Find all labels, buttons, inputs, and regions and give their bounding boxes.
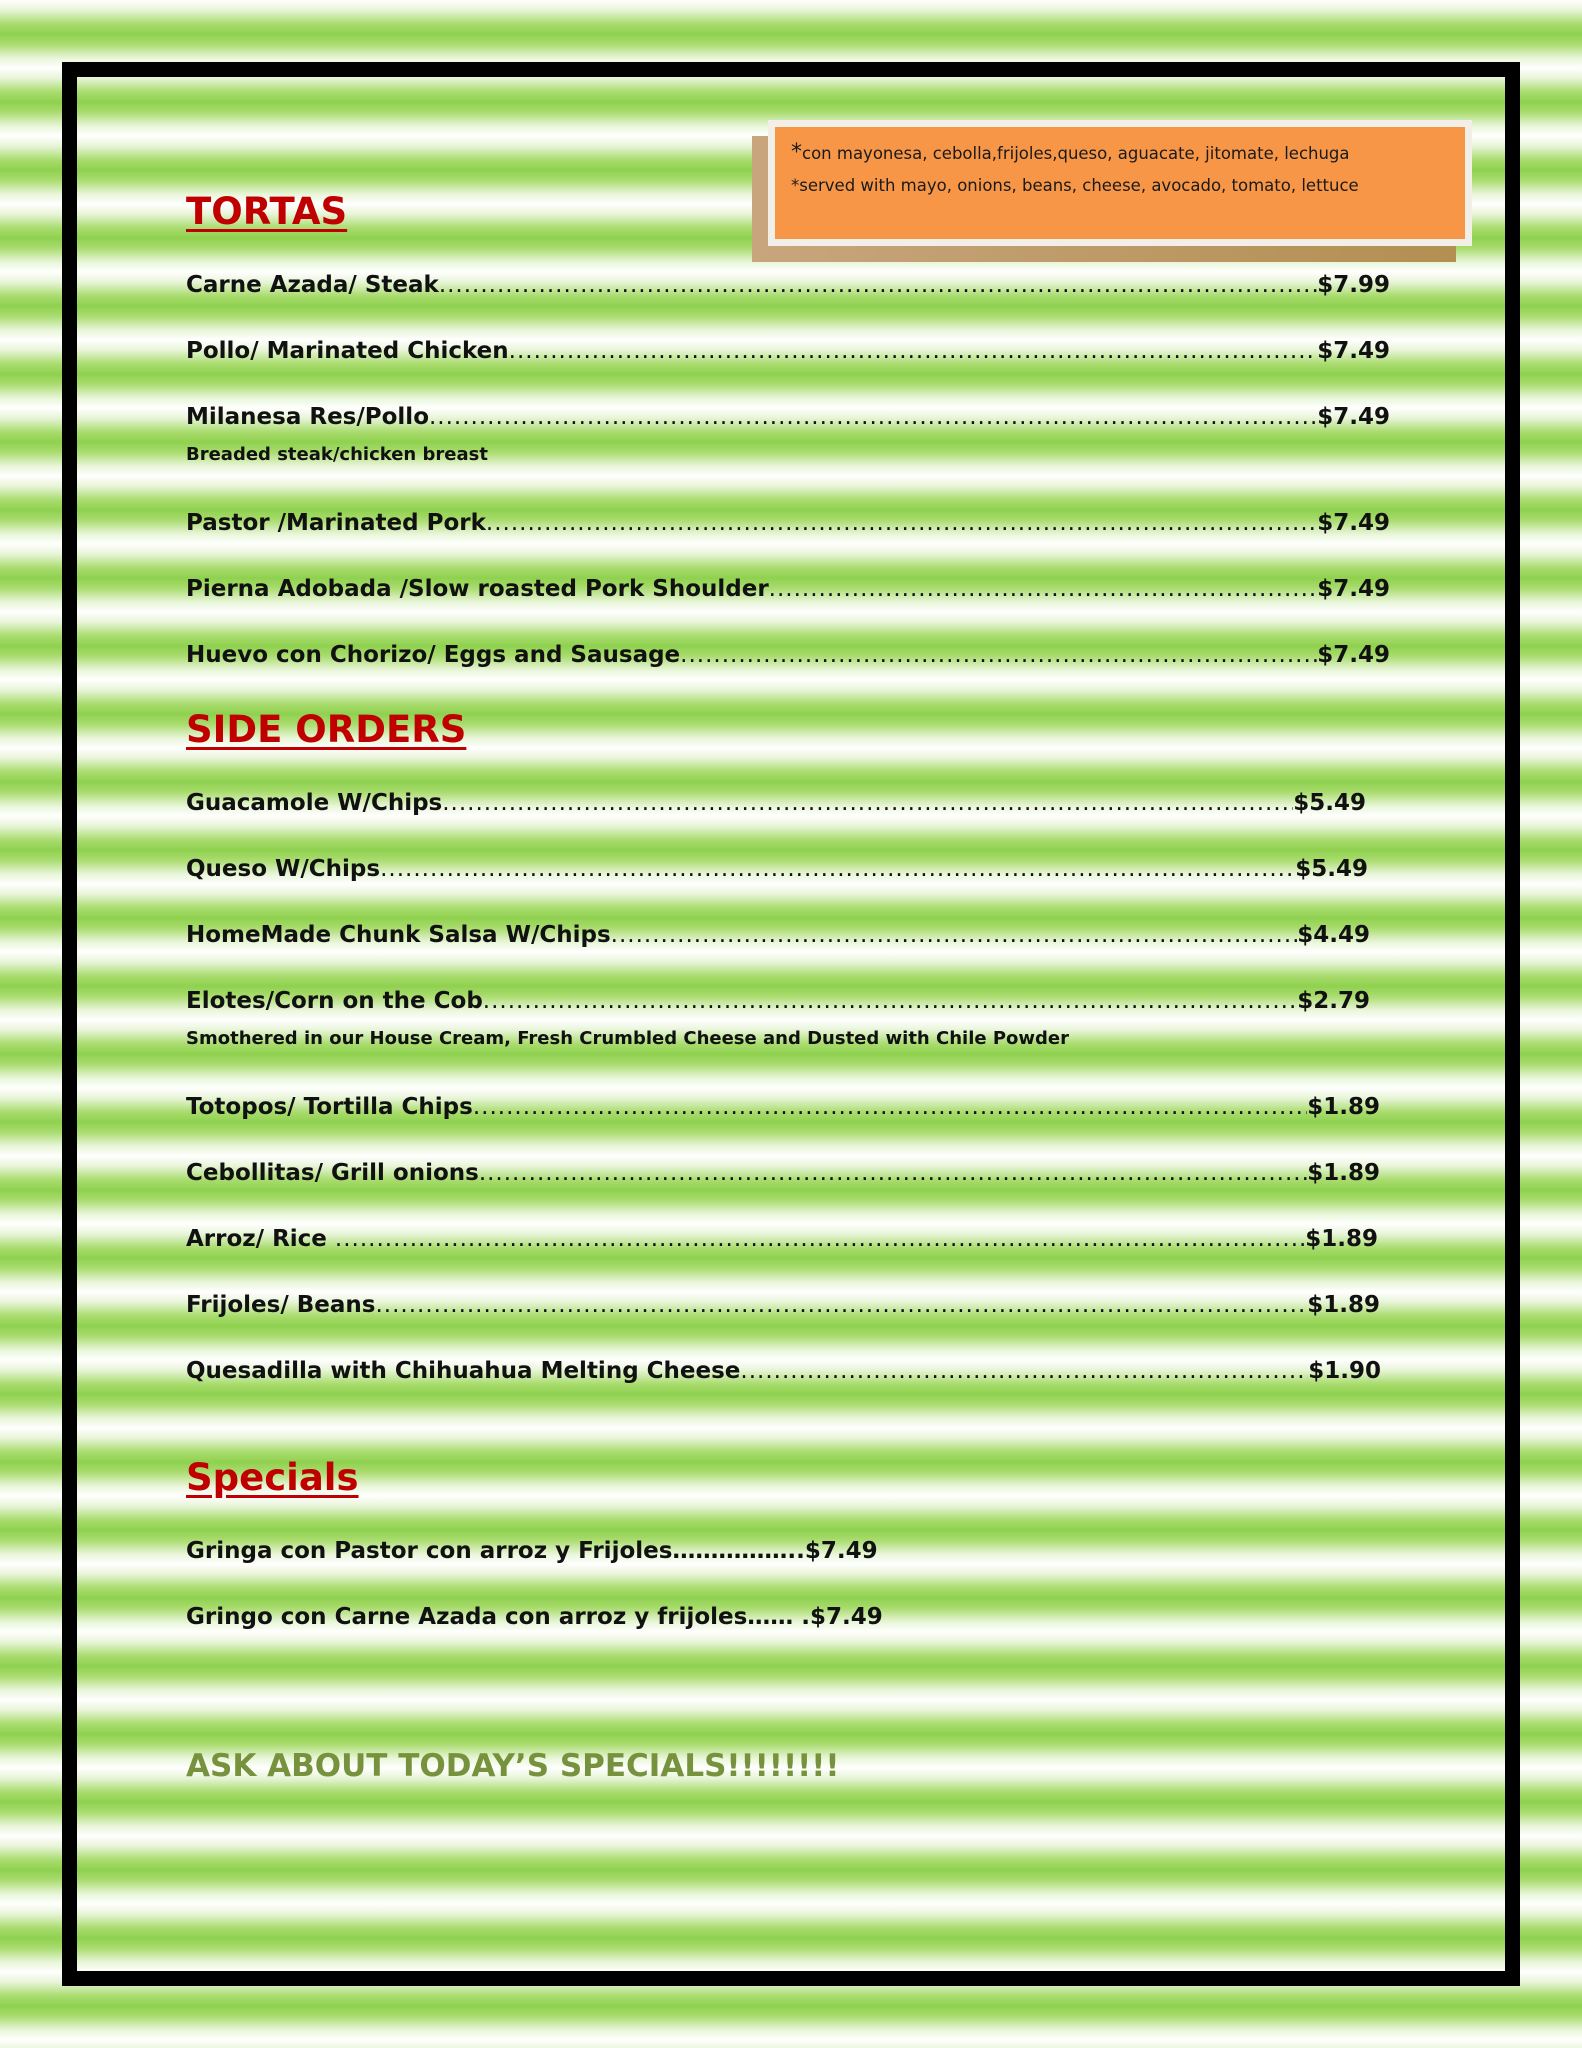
leader-dots [611,922,1298,948]
item-name: Quesadilla with Chihuahua Melting Cheese [186,1358,741,1384]
menu-item [186,642,1390,668]
item-price: $2.79 [1297,988,1370,1014]
menu-item [186,1094,1380,1120]
note-text-spanish: con mayonesa, cebolla,frijoles,queso, aguacate, jitomate, lechuga [802,144,1350,163]
item-name: Elotes/Corn on the Cob [186,988,483,1014]
item-price: $7.49 [1317,510,1390,536]
item-name: Cebollitas/ Grill onions [186,1160,479,1186]
item-price: $4.49 [1297,922,1370,948]
note-line-spanish [791,137,1449,170]
item-price: $1.89 [1307,1292,1380,1318]
section-title-specials: Specials [186,1456,359,1499]
ingredients-note [768,120,1472,246]
item-price: $1.90 [1308,1358,1381,1384]
item-name: Huevo con Chorizo/ Eggs and Sausage [186,642,681,668]
leader-dots [473,1094,1307,1120]
menu-item [186,576,1390,602]
leader-dots [439,272,1317,298]
leader-dots [380,856,1295,882]
menu-item [186,338,1390,364]
item-name: Pollo/ Marinated Chicken [186,338,509,364]
section-title-side-orders: SIDE ORDERS [186,708,467,751]
item-price: $7.49 [1317,338,1390,364]
leader-dots [335,1226,1305,1252]
leader-dots [486,510,1317,536]
item-name: Guacamole W/Chips [186,790,443,816]
item-price: $7.99 [1317,272,1390,298]
item-name: Carne Azada/ Steak [186,272,439,298]
leader-dots [483,988,1297,1014]
menu-item [186,1358,1381,1384]
menu-item [186,272,1390,298]
item-price: $1.89 [1307,1094,1380,1120]
item-name: Queso W/Chips [186,856,381,882]
item-name: Frijoles/ Beans [186,1292,376,1318]
item-name: Pierna Adobada /Slow roasted Pork Shoulder [186,576,769,602]
leader-dots [429,404,1317,430]
note-asterisk: * [791,140,802,165]
leader-dots [740,1358,1308,1384]
leader-dots [375,1292,1307,1318]
menu-item [186,404,1390,430]
item-price: $5.49 [1295,856,1368,882]
item-price: $7.49 [1317,576,1390,602]
item-price: $7.49 [1317,642,1390,668]
item-price: $1.89 [1305,1226,1378,1252]
item-price: $7.49 [1317,404,1390,430]
menu-item [186,1292,1380,1318]
leader-dots [680,642,1317,668]
specials-callout: ASK ABOUT TODAY’S SPECIALS!!!!!!!! [186,1748,840,1784]
menu-item [186,1226,1378,1252]
menu-item [186,988,1370,1014]
leader-dots [479,1160,1307,1186]
menu-item [186,1160,1380,1186]
menu-item [186,856,1368,882]
item-name: Milanesa Res/Pollo [186,404,429,430]
item-price: $1.89 [1307,1160,1380,1186]
item-name: HomeMade Chunk Salsa W/Chips [186,922,611,948]
note-line-english: *served with mayo, onions, beans, cheese, avocado, tomato, lettuce [791,176,1359,195]
leader-dots [769,576,1318,602]
item-description: Breaded steak/chicken breast [186,444,488,465]
leader-dots [509,338,1318,364]
item-name: Totopos/ Tortilla Chips [186,1094,473,1120]
item-name: Arroz/ Rice [186,1226,335,1252]
menu-item [186,922,1370,948]
special-item: Gringo con Carne Azada con arroz y frijoles…… .$7.49 [186,1604,883,1630]
menu-item [186,790,1366,816]
special-item: Gringa con Pastor con arroz y Frijoles……………..$7.49 [186,1538,878,1564]
item-price: $5.49 [1293,790,1366,816]
item-name: Pastor /Marinated Pork [186,510,486,536]
leader-dots [442,790,1293,816]
section-title-tortas: TORTAS [186,190,348,233]
item-description: Smothered in our House Cream, Fresh Crumbled Cheese and Dusted with Chile Powder [186,1028,1070,1049]
menu-item [186,510,1390,536]
